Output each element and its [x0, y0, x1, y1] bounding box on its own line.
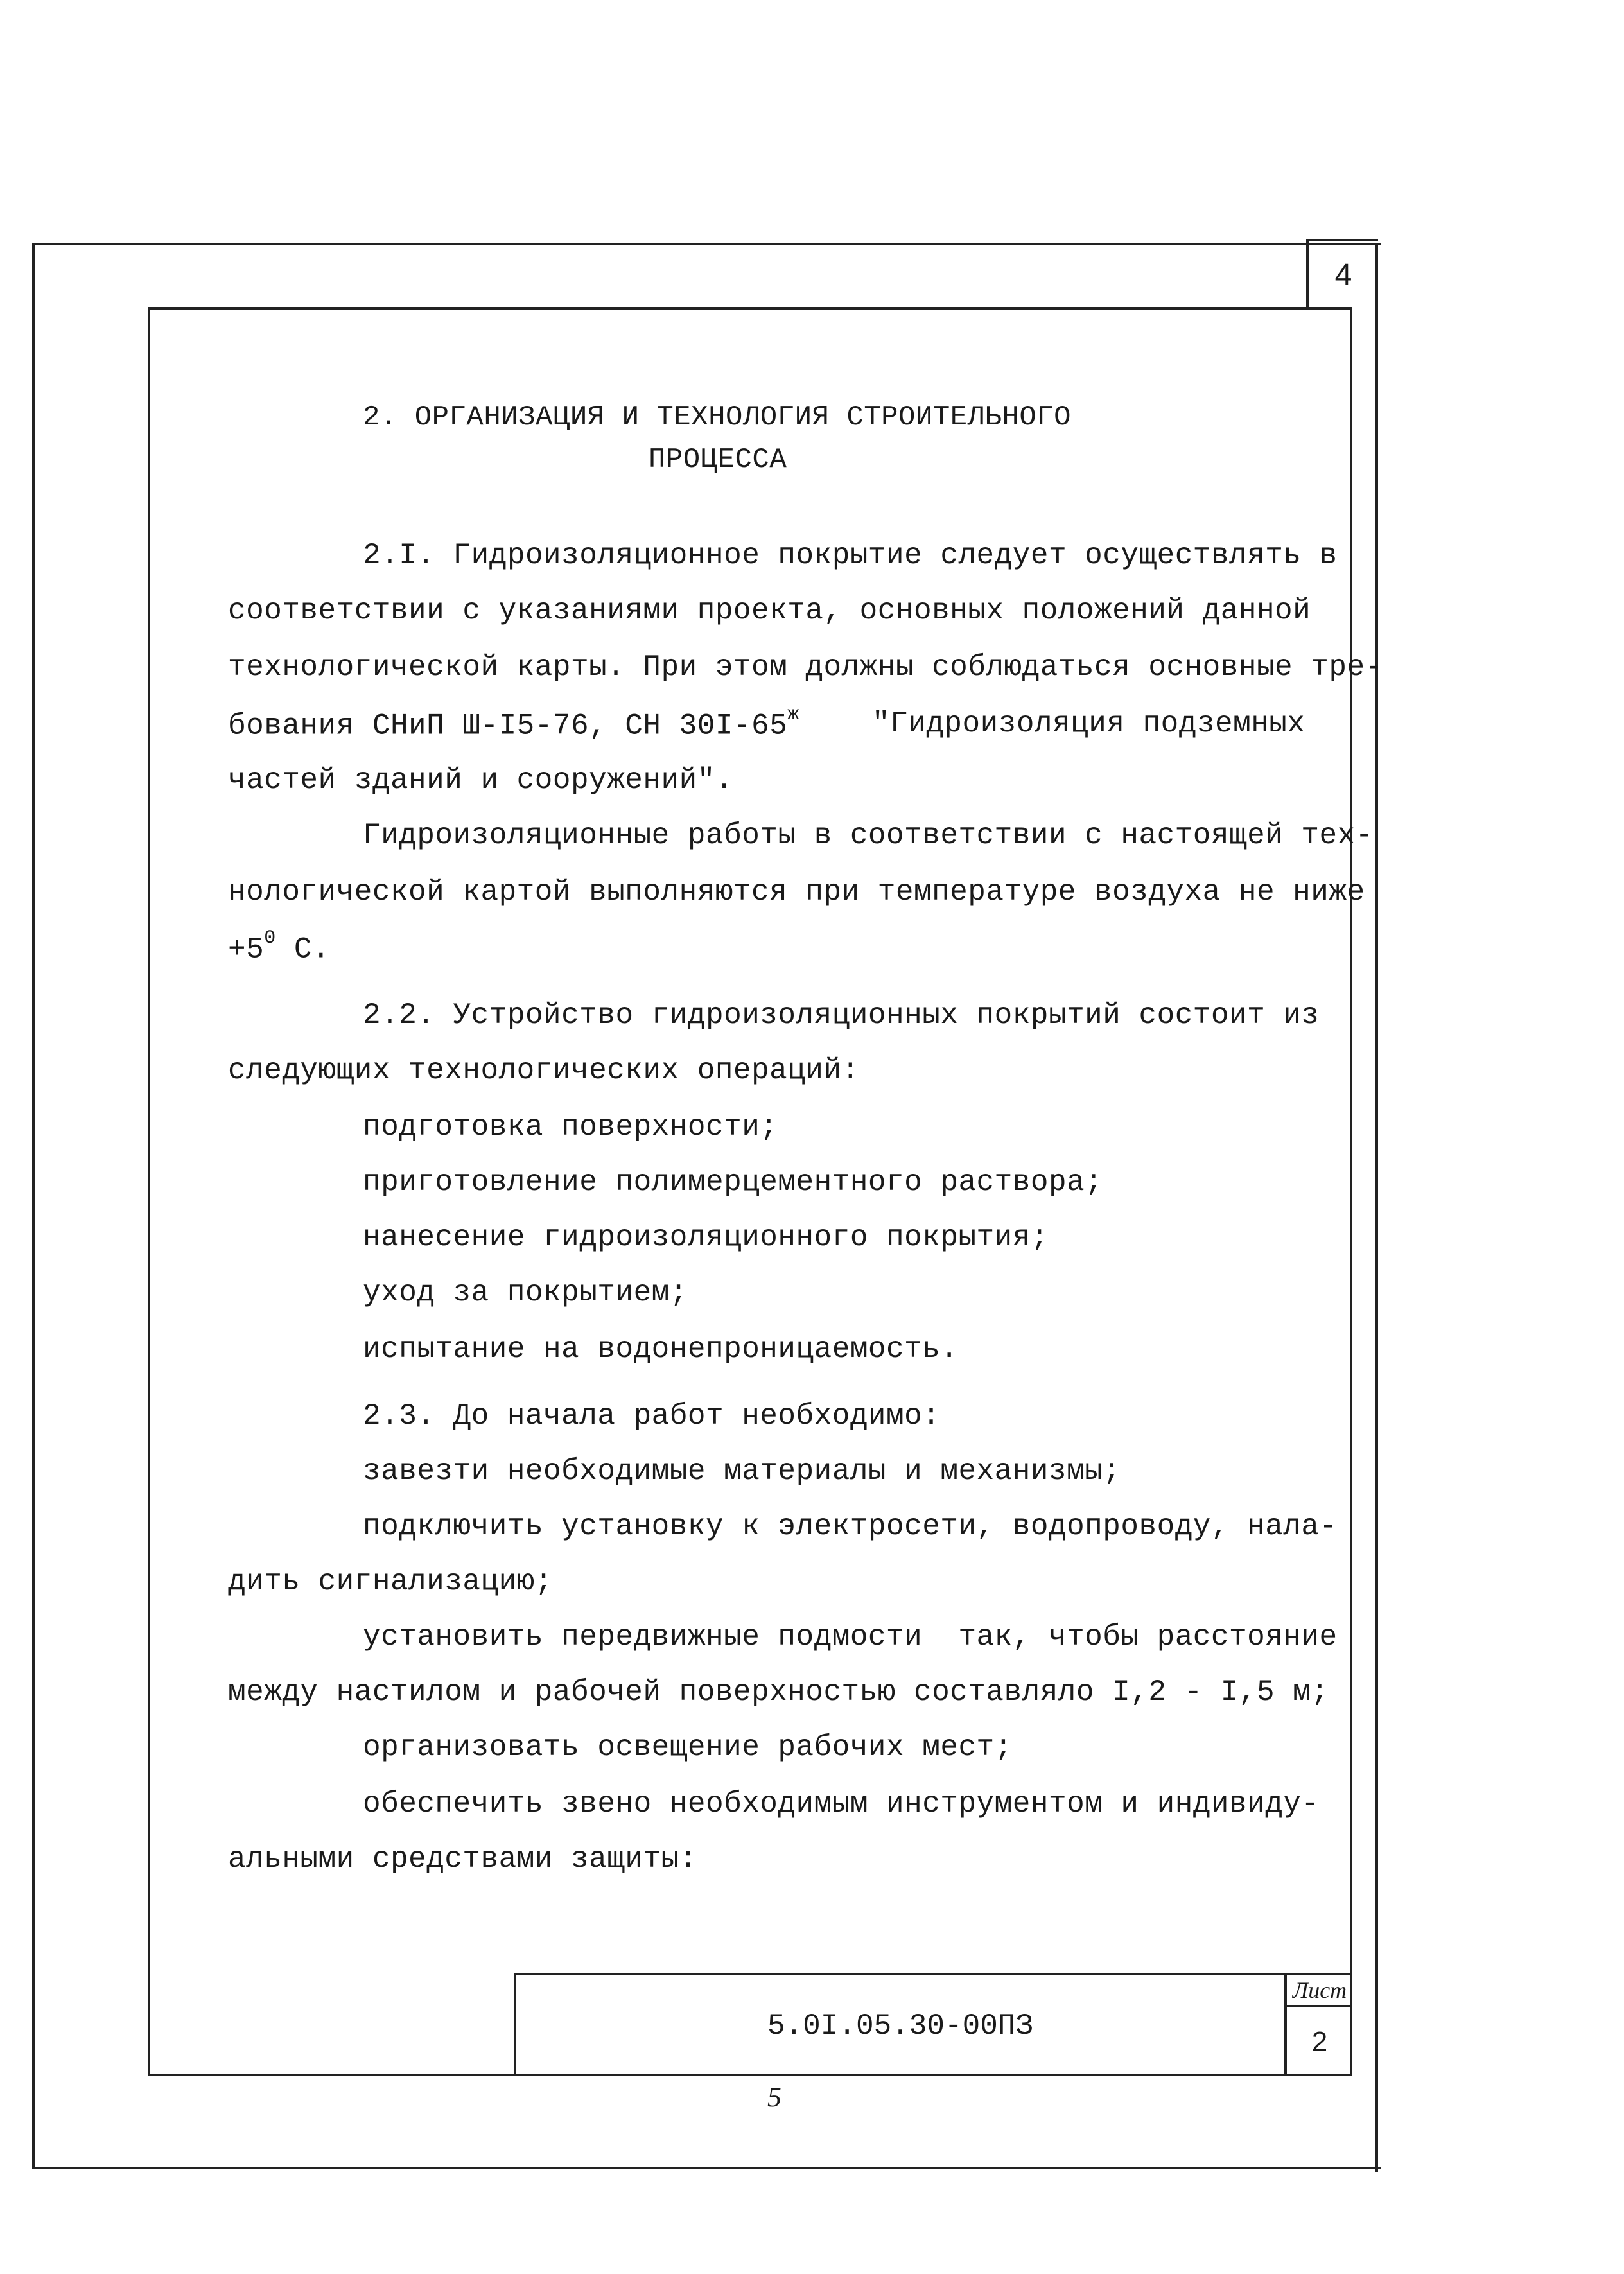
- paragraph-temp-line-1: Гидроизоляционные работы в соответствии с настоящей тех-: [363, 819, 1374, 852]
- paragraph-2-3-line-2: завезти необходимые материалы и механизмы;: [363, 1455, 1121, 1488]
- paragraph-2-1-line-4: бования СНиП Ш-I5-76, СН $30I-65^ж$: [228, 704, 799, 743]
- section-heading-line-1: 2. ОРГАНИЗАЦИЯ И ТЕХНОЛОГИЯ СТРОИТЕЛЬНОГО: [363, 401, 1072, 433]
- operation-item: приготовление полимерцементного раствора;: [363, 1166, 1103, 1199]
- paragraph-2-1-line-1: 2.I. Гидроизоляционное покрытие следует осуществлять в: [363, 539, 1338, 572]
- paragraph-2-3-line-1: 2.3. До начала работ необходимо:: [363, 1399, 941, 1433]
- paragraph-2-3-line-5: установить передвижные подмости так, чтобы расстояние: [363, 1620, 1338, 1654]
- title-block: [514, 1973, 1352, 2076]
- document-code: 5.0I.05.30-00ПЗ: [767, 2009, 1034, 2043]
- paragraph-2-1-quote: "Гидроизоляция подземных: [872, 707, 1305, 740]
- paragraph-2-3-line-3: подключить установку к электросети, водопроводу, нала-: [363, 1510, 1338, 1543]
- paragraph-2-3-line-7: организовать освещение рабочих мест;: [363, 1731, 1013, 1764]
- sheet-number: 2: [1311, 2025, 1328, 2058]
- paragraph-2-3-line-8: обеспечить звено необходимым инструментом и индивиду-: [363, 1787, 1320, 1821]
- paragraph-2-3-line-4: дить сигнализацию;: [228, 1565, 553, 1598]
- paragraph-2-1-line-5: частей зданий и сооружений".: [228, 764, 733, 797]
- sheet-cell: [1284, 1975, 1352, 2076]
- operation-item: испытание на водонепроницаемость.: [363, 1333, 959, 1366]
- outer-frame-right-line: [1375, 243, 1378, 2172]
- operation-item: уход за покрытием;: [363, 1276, 688, 1309]
- paragraph-2-1-line-3: технологической карты. При этом должны соблюдаться основные тре-: [228, 651, 1383, 684]
- section-heading-line-2: ПРОЦЕССА: [649, 444, 787, 476]
- paragraph-2-2-line-1: 2.2. Устройство гидроизоляционных покрытий состоит из: [363, 999, 1320, 1032]
- top-page-number: 4: [1306, 239, 1378, 308]
- sheet-label: Лист: [1287, 1975, 1352, 2007]
- page-number: 5: [767, 2081, 781, 2113]
- paragraph-2-3-line-9: альными средствами защиты:: [228, 1842, 697, 1876]
- paragraph-2-3-line-6: между настилом и рабочей поверхностью составляло I,2 - I,5 м;: [228, 1675, 1329, 1709]
- paragraph-2-2-line-2: следующих технологических операций:: [228, 1054, 860, 1087]
- paragraph-2-1-line-2: соответствии с указаниями проекта, основных положений данной: [228, 594, 1311, 627]
- operation-item: подготовка поверхности;: [363, 1110, 778, 1144]
- operation-item: нанесение гидроизоляционного покрытия;: [363, 1221, 1049, 1254]
- paragraph-temp-line-2: нологической картой выполняются при температуре воздуха не ниже: [228, 875, 1365, 909]
- paragraph-temp-line-3: $+5^0$ С.: [228, 927, 331, 966]
